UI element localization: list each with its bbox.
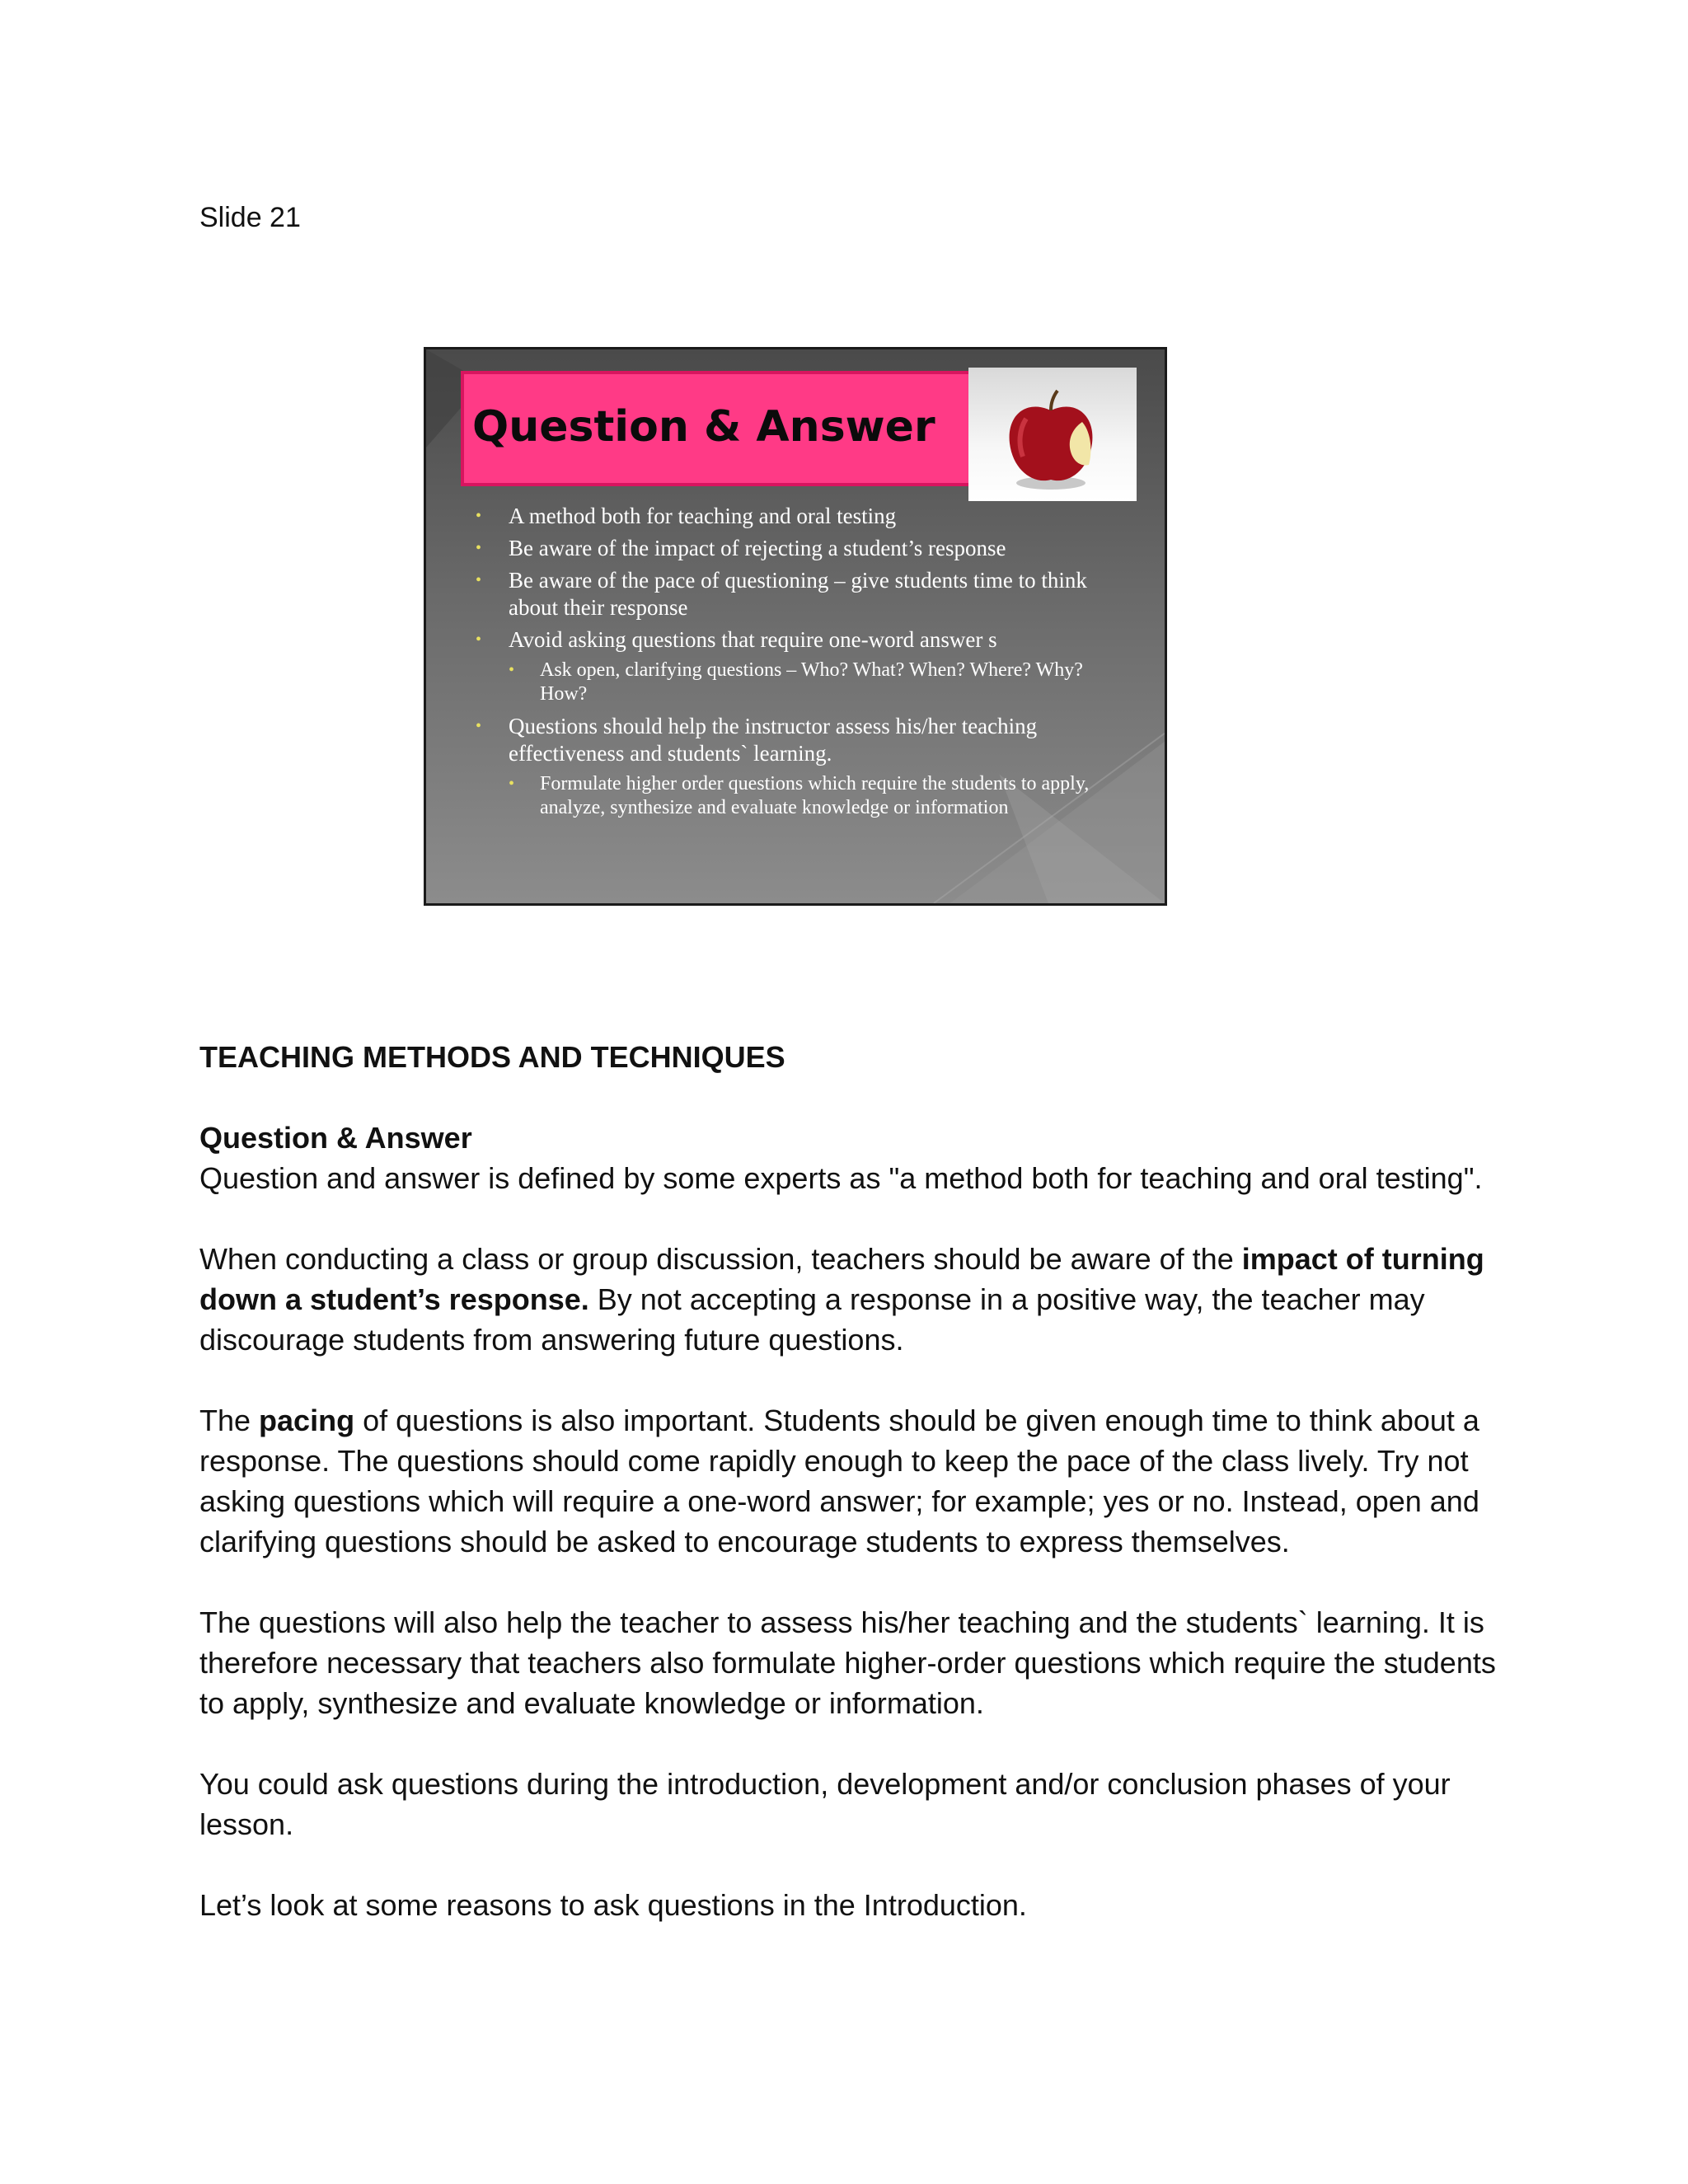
slide-bullet: • Avoid asking questions that require one-word answer s <box>474 626 1133 654</box>
apple-image <box>968 368 1137 501</box>
speaker-notes <box>199 1037 1502 1966</box>
slide-thumbnail <box>424 347 1167 906</box>
slide-number-label: Slide 21 <box>199 202 301 233</box>
notes-text: By not accepting a response in a positive way, the teacher may discourage students from answering future questions. <box>199 1282 1425 1357</box>
slide-bullet: • Questions should help the instructor assess his/her teaching effectiveness and students` learning. <box>474 713 1133 767</box>
notes-emphasis: impact of turning down a student’s response. <box>199 1242 1484 1316</box>
slide-sub-bullet: • Ask open, clarifying questions – Who? What? When? Where? Why? How? <box>474 658 1133 706</box>
slide-bullet: • A method both for teaching and oral testing <box>474 503 1133 530</box>
slide-bullet: • Be aware of the pace of questioning – give students time to think about their response <box>474 567 1133 621</box>
apple-with-bite-icon <box>968 368 1137 501</box>
slide-bullet-list <box>474 503 1133 827</box>
notes-subheading: Question & Answer <box>199 1121 472 1155</box>
notes-text: When conducting a class or group discussion, teachers should be aware of the <box>199 1242 1242 1276</box>
notes-paragraph <box>199 1400 1502 1562</box>
notes-paragraph: The questions will also help the teacher to assess his/her teaching and the students` learning. It is therefore necessary that teachers also formulate higher-order questions which require the students to apply, synthesize and evaluate knowledge or information. <box>199 1605 1496 1720</box>
notes-paragraph <box>199 1239 1502 1360</box>
notes-text: The <box>199 1404 260 1437</box>
slide-sub-bullet: • Formulate higher order questions which require the students to apply, analyze, synthesize and evaluate knowledge or information <box>474 772 1133 820</box>
notes-text: of questions is also important. Students should be given enough time to think about a response. The questions should come rapidly enough to keep the pace of the class lively. Try not asking questions which will require a one-word answer; for example; yes or no. Instead, open and clarifying questions should be asked to encourage students to express themselves. <box>199 1404 1479 1558</box>
notes-paragraph: Question and answer is defined by some experts as "a method both for teaching and oral testing". <box>199 1161 1483 1195</box>
notes-emphasis: pacing <box>259 1404 355 1437</box>
notes-paragraph: You could ask questions during the introduction, development and/or conclusion phases of your lesson. <box>199 1767 1451 1841</box>
notes-heading: TEACHING METHODS AND TECHNIQUES <box>199 1040 785 1074</box>
slide-title-banner <box>461 371 972 486</box>
slide-bullet: • Be aware of the impact of rejecting a student’s response <box>474 535 1133 562</box>
notes-paragraph: Let’s look at some reasons to ask questions in the Introduction. <box>199 1888 1027 1922</box>
slide-title: Question & Answer <box>472 402 935 452</box>
